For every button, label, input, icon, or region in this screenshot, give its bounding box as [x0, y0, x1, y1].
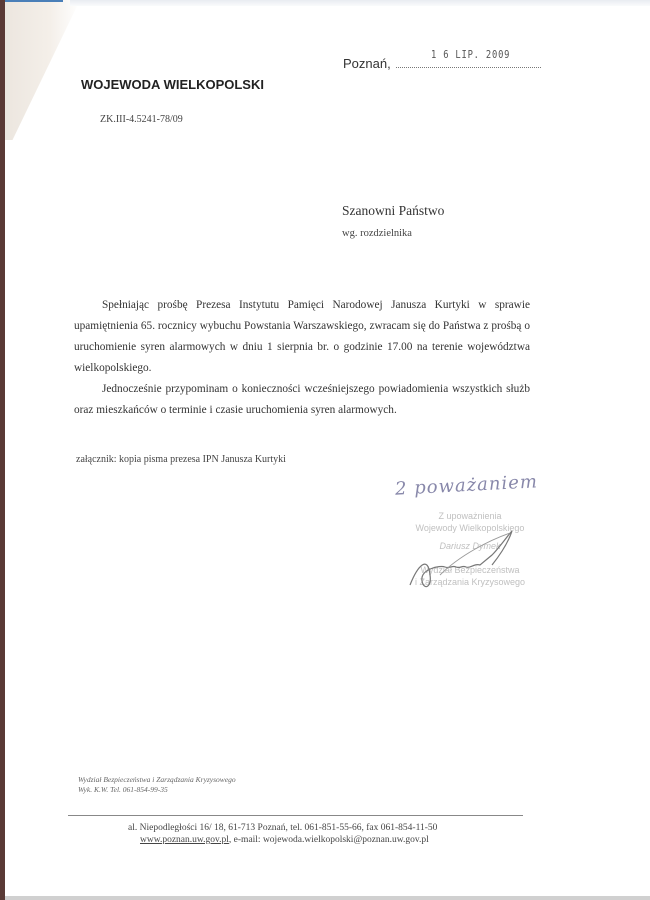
signature-icon — [400, 525, 520, 595]
department-name: Wydział Bezpieczeństwa i Zarządzania Kryzysowego — [78, 775, 236, 784]
footer-address: al. Niepodległości 16/ 18, 61-713 Poznań, tel. 061-851-55-66, fax 061-854-11-50 — [128, 823, 438, 833]
handwritten-closing: 2 poważaniem — [394, 471, 539, 500]
letter-body — [74, 295, 530, 421]
attachment-note: załącznik: kopia pisma prezesa IPN Janusza Kurtyki — [76, 454, 286, 465]
stamp-line: i Zarządzania Kryzysowego — [414, 577, 526, 587]
date-line — [343, 48, 541, 71]
scan-left-edge — [0, 0, 5, 900]
footer-divider — [68, 815, 523, 816]
scan-top-edge — [70, 0, 650, 6]
body-paragraph: Jednocześnie przypominam o konieczności wcześniejszego powiadomienia wszystkich służb oraz mieszkańców o terminie i czasie uruchomienia syren alarmowych. — [74, 383, 530, 416]
recipients: wg. rozdzielnika — [342, 228, 412, 239]
stamp-line: Wydział Bezpieczeństwa — [420, 565, 520, 575]
scan-top-mark — [5, 0, 63, 2]
date-field — [396, 48, 541, 68]
salutation: Szanowni Państwo — [342, 203, 445, 218]
stamp-line: Dariusz Dymek — [439, 541, 501, 551]
organization-name: WOJEWODA WIELKOPOLSKI — [81, 77, 264, 92]
scan-fold-shadow — [5, 0, 80, 140]
place-label: Poznań, — [343, 56, 391, 71]
prepared-by — [78, 775, 236, 795]
contact-info: Wyk. K.W. Tel. 061-854-99-35 — [78, 785, 168, 794]
body-paragraph: Spełniając prośbę Prezesa Instytutu Pamięci Narodowej Janusza Kurtyki w sprawie upamiętnienia 65. rocznicy wybuchu Powstania Warszawskiego, zwracam się do Państwa z prośbą o uruchomienie syren alarmowych w dniu 1 sierpnia br. o godzinie 17.00 na terenie województwa wielkopolskiego. — [74, 299, 530, 374]
reference-number: ZK.III-4.5241-78/09 — [100, 114, 183, 125]
email-line: , e-mail: wojewoda.wielkopolski@poznan.uw.gov.pl — [228, 835, 429, 845]
footer — [128, 822, 437, 846]
scan-bottom-edge — [5, 896, 650, 900]
stamp-line: Wojewody Wielkopolskiego — [415, 523, 525, 533]
website-link[interactable]: www.poznan.uw.gov.pl — [140, 835, 229, 845]
date-stamp: 1 6 LIP. 2009 — [431, 48, 511, 61]
stamp-line: Z upoważnienia — [438, 511, 502, 521]
